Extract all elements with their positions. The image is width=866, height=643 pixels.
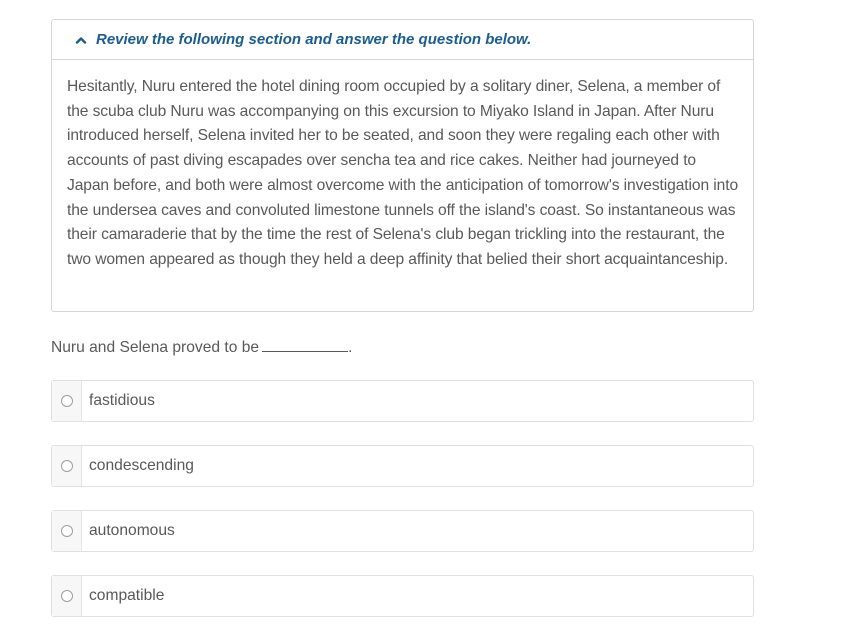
- option-label: autonomous: [89, 522, 175, 539]
- option-label: fastidious: [89, 392, 155, 409]
- option-label: condescending: [89, 457, 194, 474]
- option-radio-cell: [52, 576, 82, 616]
- option-radio-cell: [52, 446, 82, 486]
- option-radio-cell: [52, 381, 82, 421]
- option-condescending[interactable]: [51, 445, 754, 487]
- radio-button[interactable]: [61, 395, 73, 407]
- radio-button[interactable]: [61, 460, 73, 472]
- chevron-up-icon: [74, 33, 88, 47]
- option-radio-cell: [52, 511, 82, 551]
- option-fastidious[interactable]: [51, 380, 754, 422]
- passage-toggle[interactable]: [52, 20, 753, 60]
- option-label: compatible: [89, 587, 165, 604]
- question-text: [51, 337, 352, 359]
- option-autonomous[interactable]: [51, 510, 754, 552]
- option-compatible[interactable]: [51, 575, 754, 617]
- passage-header-text: Review the following section and answer the question below.: [96, 31, 532, 48]
- passage-text: Hesitantly, Nuru entered the hotel dining room occupied by a solitary diner, Selena, a member of the scuba club Nuru was accompanying on this excursion to Miyako Island in Japan. After Nuru introduced herself, Selena invited her to be seated, and soon they were regaling each other with accounts of past diving escapades over sencha tea and rice cakes. Neither had journeyed to Japan before, and both were almost overcome with the anticipation of tomorrow's investigation into the undersea caves and convoluted limestone tunnels off the island's coast. So instantaneous was their camaraderie that by the time the rest of Selena's club began trickling into the restaurant, the two women appeared as though they held a deep affinity that belied their short acquaintanceship.: [67, 78, 739, 268]
- question-prefix: Nuru and Selena proved to be: [51, 339, 260, 356]
- radio-button[interactable]: [61, 590, 73, 602]
- passage-panel: [51, 19, 754, 312]
- question-suffix: .: [348, 339, 353, 356]
- answer-blank: [262, 337, 348, 352]
- radio-button[interactable]: [61, 525, 73, 537]
